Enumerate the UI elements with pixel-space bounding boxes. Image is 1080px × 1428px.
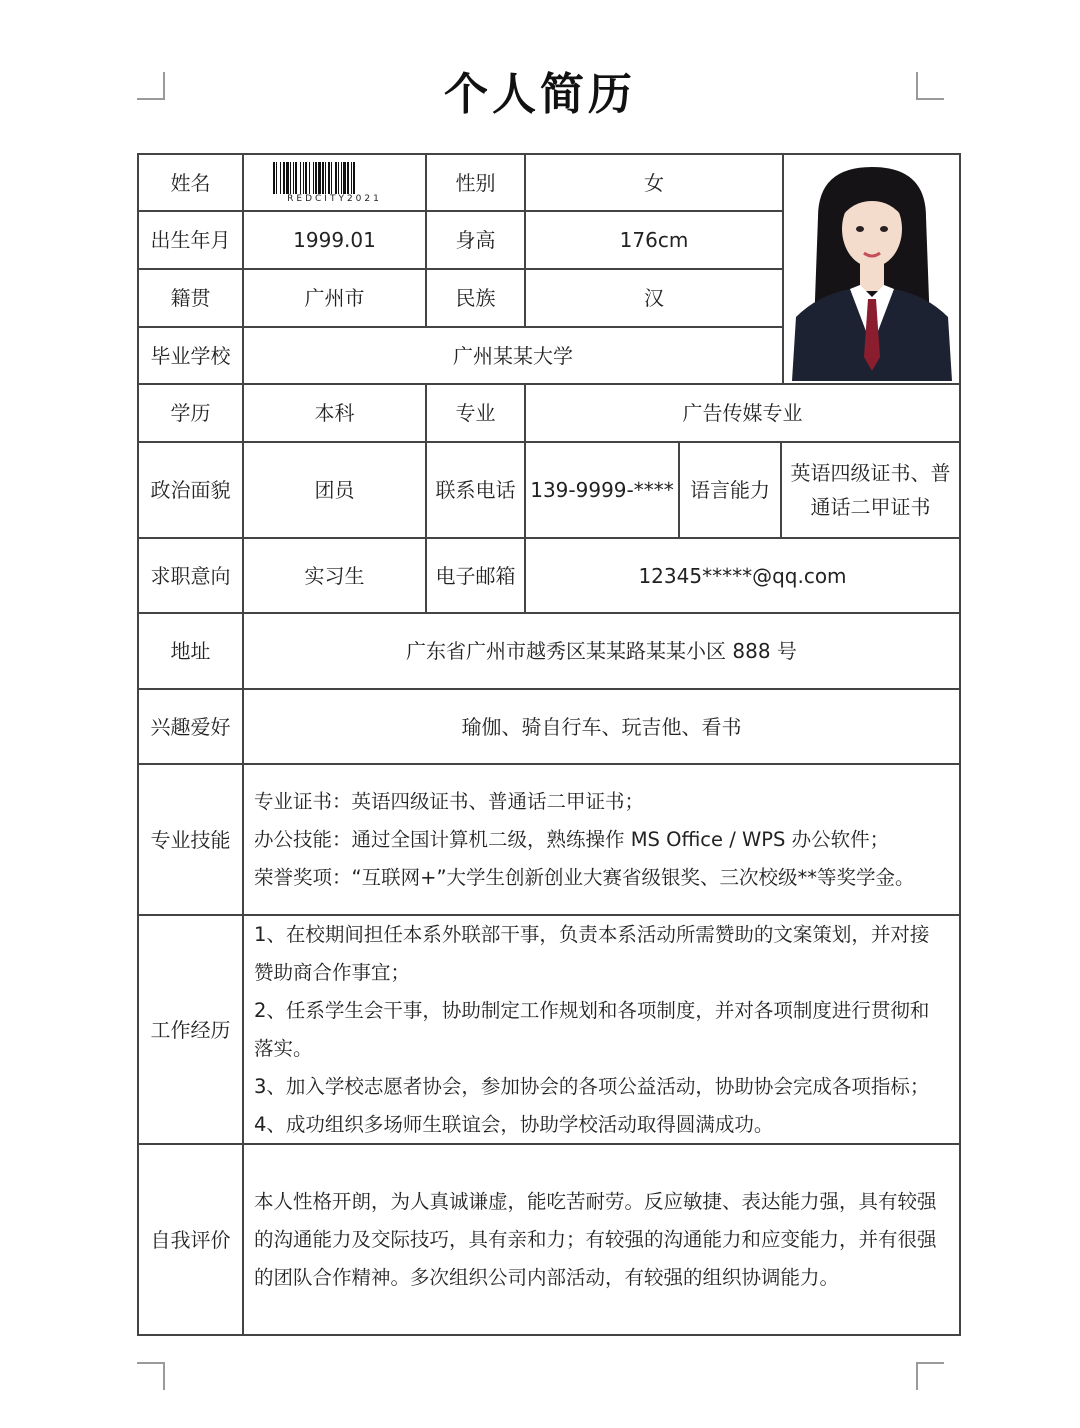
value-politics: 团员 bbox=[244, 443, 427, 539]
barcode-bar bbox=[286, 162, 289, 194]
label-language: 语言能力 bbox=[680, 443, 782, 539]
value-gender: 女 bbox=[526, 155, 784, 212]
self-evaluation-line: 的沟通能力及交际技巧，具有亲和力；有较强的沟通能力和应变能力，并有很强 bbox=[254, 1227, 937, 1251]
experience-line: 4、成功组织多场师生联谊会，协助学校活动取得圆满成功。 bbox=[254, 1112, 774, 1136]
label-school: 毕业学校 bbox=[139, 328, 244, 385]
label-hobbies: 兴趣爱好 bbox=[139, 690, 244, 765]
label-politics: 政治面貌 bbox=[139, 443, 244, 539]
barcode-bar bbox=[283, 162, 285, 194]
barcode-bar bbox=[309, 162, 310, 194]
label-education: 学历 bbox=[139, 385, 244, 443]
profile-photo bbox=[784, 155, 961, 385]
label-phone: 联系电话 bbox=[427, 443, 526, 539]
experience-line: 2、任系学生会干事，协助制定工作规划和各项制度，并对各项制度进行贯彻和 bbox=[254, 998, 930, 1022]
experience-line: 赞助商合作事宜； bbox=[254, 960, 411, 984]
label-skills: 专业技能 bbox=[139, 765, 244, 916]
barcode-bar bbox=[313, 162, 314, 194]
self-evaluation-line: 本人性格开朗，为人真诚谦虚，能吃苦耐劳。反应敏捷、表达能力强，具有较强 bbox=[254, 1189, 937, 1213]
language-line-2: 通话二甲证书 bbox=[810, 495, 931, 519]
language-line-1: 英语四级证书、普 bbox=[790, 461, 951, 485]
value-language bbox=[782, 443, 961, 539]
skills-content bbox=[244, 765, 961, 916]
value-native-place: 广州市 bbox=[244, 270, 427, 328]
skills-line: 荣誉奖项：“互联网+”大学生创新创业大赛省级银奖、三次校级**等奖学金。 bbox=[254, 865, 915, 889]
label-major: 专业 bbox=[427, 385, 526, 443]
value-job-intent: 实习生 bbox=[244, 539, 427, 614]
barcode-bar bbox=[341, 162, 342, 194]
barcode-bar bbox=[273, 162, 275, 194]
skills-line: 办公技能：通过全国计算机二级，熟练操作 MS Office / WPS 办公软件； bbox=[254, 827, 890, 851]
label-birth: 出生年月 bbox=[139, 212, 244, 270]
experience-line: 落实。 bbox=[254, 1036, 313, 1060]
experience-content bbox=[244, 916, 961, 1145]
value-hobbies: 瑜伽、骑自行车、玩吉他、看书 bbox=[244, 690, 961, 765]
barcode-bar bbox=[315, 162, 317, 194]
barcode-bar bbox=[331, 162, 332, 194]
portrait-photo-icon bbox=[788, 157, 956, 381]
corner-mark-bottom-right bbox=[916, 1362, 944, 1390]
barcode-bar bbox=[305, 162, 307, 194]
barcode-bar bbox=[328, 162, 330, 194]
self-evaluation-line: 的团队合作精神。多次组织公司内部活动，有较强的组织协调能力。 bbox=[254, 1265, 840, 1289]
page-title: 个人简历 bbox=[444, 69, 636, 120]
barcode-bar bbox=[347, 162, 349, 194]
barcode-bar bbox=[303, 162, 304, 194]
experience-line: 3、加入学校志愿者协会，参加协会的各项公益活动，协助协会完成各项指标； bbox=[254, 1074, 930, 1098]
experience-line: 1、在校期间担任本系外联部干事，负责本系活动所需赞助的文案策划，并对接 bbox=[254, 922, 930, 946]
value-height: 176cm bbox=[526, 212, 784, 270]
barcode-bar bbox=[300, 162, 301, 194]
resume-table bbox=[137, 153, 961, 1336]
barcode-bar bbox=[353, 162, 355, 194]
value-major: 广告传媒专业 bbox=[526, 385, 961, 443]
value-ethnicity: 汉 bbox=[526, 270, 784, 328]
name-value-barcode bbox=[244, 155, 427, 212]
barcode-bar bbox=[293, 162, 294, 194]
barcode-bar bbox=[335, 162, 337, 194]
barcode-bar bbox=[276, 162, 277, 194]
barcode-bar bbox=[338, 162, 339, 194]
barcode-bar bbox=[290, 162, 291, 194]
label-height: 身高 bbox=[427, 212, 526, 270]
barcode-bar bbox=[351, 162, 352, 194]
value-school: 广州某某大学 bbox=[244, 328, 784, 385]
barcode-bar bbox=[318, 162, 321, 194]
skills-line: 专业证书：英语四级证书、普通话二甲证书； bbox=[254, 789, 645, 813]
barcode-bar bbox=[295, 162, 297, 194]
barcode-bar bbox=[325, 162, 326, 194]
self-evaluation-content bbox=[244, 1145, 961, 1336]
corner-mark-bottom-left bbox=[137, 1362, 165, 1390]
barcode-bar bbox=[343, 162, 346, 194]
barcode-bar bbox=[322, 162, 324, 194]
value-birth: 1999.01 bbox=[244, 212, 427, 270]
label-job-intent: 求职意向 bbox=[139, 539, 244, 614]
label-name: 姓名 bbox=[139, 155, 244, 212]
value-email: 12345*****@qq.com bbox=[526, 539, 961, 614]
value-address: 广东省广州市越秀区某某路某某小区 888 号 bbox=[244, 614, 961, 690]
label-address: 地址 bbox=[139, 614, 244, 690]
barcode-bar bbox=[280, 162, 281, 194]
value-education: 本科 bbox=[244, 385, 427, 443]
value-phone: 139-9999-**** bbox=[526, 443, 680, 539]
label-ethnicity: 民族 bbox=[427, 270, 526, 328]
barcode-icon bbox=[271, 162, 399, 194]
label-native-place: 籍贯 bbox=[139, 270, 244, 328]
label-self-evaluation: 自我评价 bbox=[139, 1145, 244, 1336]
label-email: 电子邮箱 bbox=[427, 539, 526, 614]
label-experience: 工作经历 bbox=[139, 916, 244, 1145]
label-gender: 性别 bbox=[427, 155, 526, 212]
barcode-text: REDCITY2021 bbox=[287, 193, 382, 204]
